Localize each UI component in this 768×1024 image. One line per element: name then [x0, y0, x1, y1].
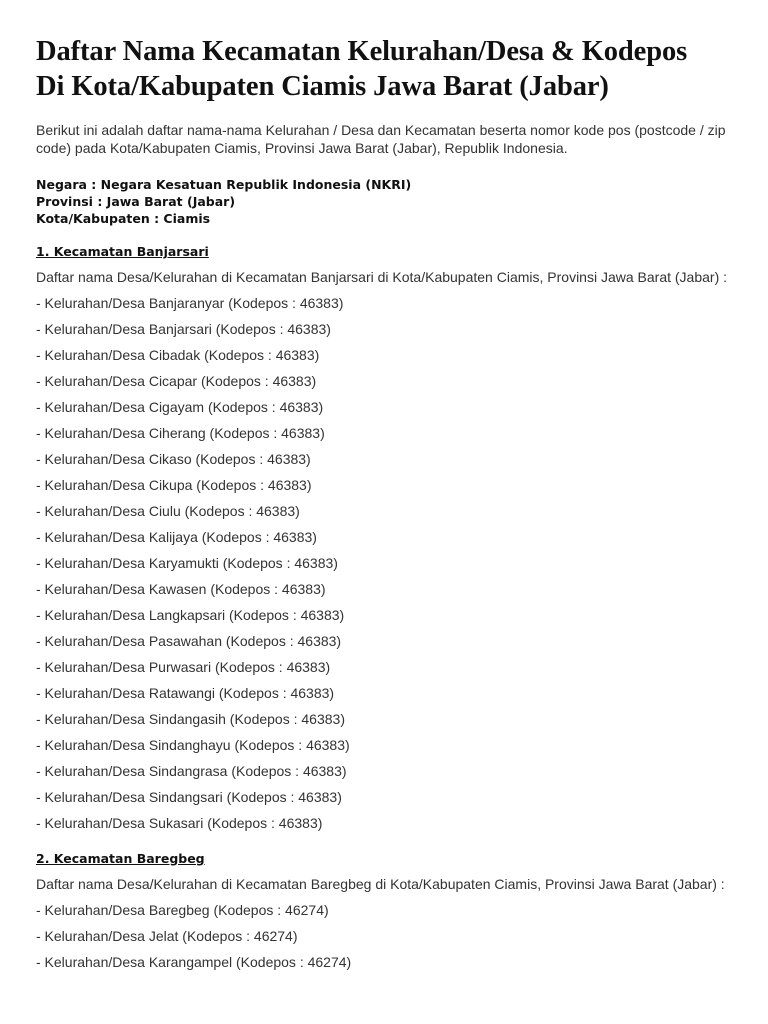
village-list-item: - Kelurahan/Desa Karangampel (Kodepos : 46274) [36, 954, 352, 970]
page-title [36, 34, 748, 104]
village-list-item: - Kelurahan/Desa Banjarsari (Kodepos : 46383) [36, 321, 331, 337]
village-list-item: - Kelurahan/Desa Cikupa (Kodepos : 46383) [36, 477, 312, 493]
province-line: Provinsi : Jawa Barat (Jabar) [36, 194, 236, 209]
village-list-item: - Kelurahan/Desa Sindangasih (Kodepos : 46383) [36, 711, 345, 727]
village-list [36, 897, 748, 975]
intro-paragraph: Berikut ini adalah daftar nama-nama Kelurahan / Desa dan Kecamatan beserta nomor kode pos (postcode / zip code) pada Kota/Kabupaten Ciamis, Provinsi Jawa Barat (Jabar), Republik Indonesia. [36, 122, 726, 156]
village-list-item: - Kelurahan/Desa Jelat (Kodepos : 46274) [36, 928, 298, 944]
village-list-item: - Kelurahan/Desa Ciherang (Kodepos : 46383) [36, 425, 325, 441]
village-list-item: - Kelurahan/Desa Kawasen (Kodepos : 46383) [36, 581, 326, 597]
village-list-item: - Kelurahan/Desa Kalijaya (Kodepos : 46383) [36, 529, 317, 545]
village-list-item: - Kelurahan/Desa Cibadak (Kodepos : 46383) [36, 347, 320, 363]
section-heading: 1. Kecamatan Banjarsari [36, 244, 209, 259]
village-list-item: - Kelurahan/Desa Purwasari (Kodepos : 46383) [36, 659, 331, 675]
village-list-item: - Kelurahan/Desa Ratawangi (Kodepos : 46383) [36, 685, 335, 701]
village-list-item: - Kelurahan/Desa Cikaso (Kodepos : 46383) [36, 451, 311, 467]
sections-container [36, 243, 748, 975]
kecamatan-section [36, 850, 748, 975]
section-description: Daftar nama Desa/Kelurahan di Kecamatan Baregbeg di Kota/Kabupaten Ciamis, Provinsi Jawa Barat (Jabar) : [36, 876, 725, 892]
village-list-item: - Kelurahan/Desa Baregbeg (Kodepos : 46274) [36, 902, 329, 918]
village-list-item: - Kelurahan/Desa Cicapar (Kodepos : 46383) [36, 373, 317, 389]
village-list-item: - Kelurahan/Desa Sindangrasa (Kodepos : 46383) [36, 763, 347, 779]
section-heading: 2. Kecamatan Baregbeg [36, 851, 205, 866]
village-list-item: - Kelurahan/Desa Karyamukti (Kodepos : 46383) [36, 555, 338, 571]
regency-line: Kota/Kabupaten : Ciamis [36, 211, 211, 226]
village-list-item: - Kelurahan/Desa Banjaranyar (Kodepos : 46383) [36, 295, 344, 311]
village-list-item: - Kelurahan/Desa Sukasari (Kodepos : 46383) [36, 815, 323, 831]
document-page [36, 34, 748, 975]
kecamatan-section [36, 243, 748, 836]
village-list-item: - Kelurahan/Desa Langkapsari (Kodepos : 46383) [36, 607, 345, 623]
village-list-item: - Kelurahan/Desa Pasawahan (Kodepos : 46383) [36, 633, 342, 649]
village-list-item: - Kelurahan/Desa Cigayam (Kodepos : 46383) [36, 399, 324, 415]
location-info [36, 176, 748, 227]
village-list [36, 290, 748, 836]
country-line: Negara : Negara Kesatuan Republik Indonesia (NKRI) [36, 177, 412, 192]
village-list-item: - Kelurahan/Desa Sindangsari (Kodepos : 46383) [36, 789, 342, 805]
page-title-line-2: Di Kota/Kabupaten Ciamis Jawa Barat (Jabar) [36, 71, 609, 102]
page-title-line-1: Daftar Nama Kecamatan Kelurahan/Desa & Kodepos [36, 36, 688, 67]
village-list-item: - Kelurahan/Desa Ciulu (Kodepos : 46383) [36, 503, 300, 519]
section-description: Daftar nama Desa/Kelurahan di Kecamatan Banjarsari di Kota/Kabupaten Ciamis, Provinsi Jawa Barat (Jabar) : [36, 269, 728, 285]
village-list-item: - Kelurahan/Desa Sindanghayu (Kodepos : 46383) [36, 737, 350, 753]
